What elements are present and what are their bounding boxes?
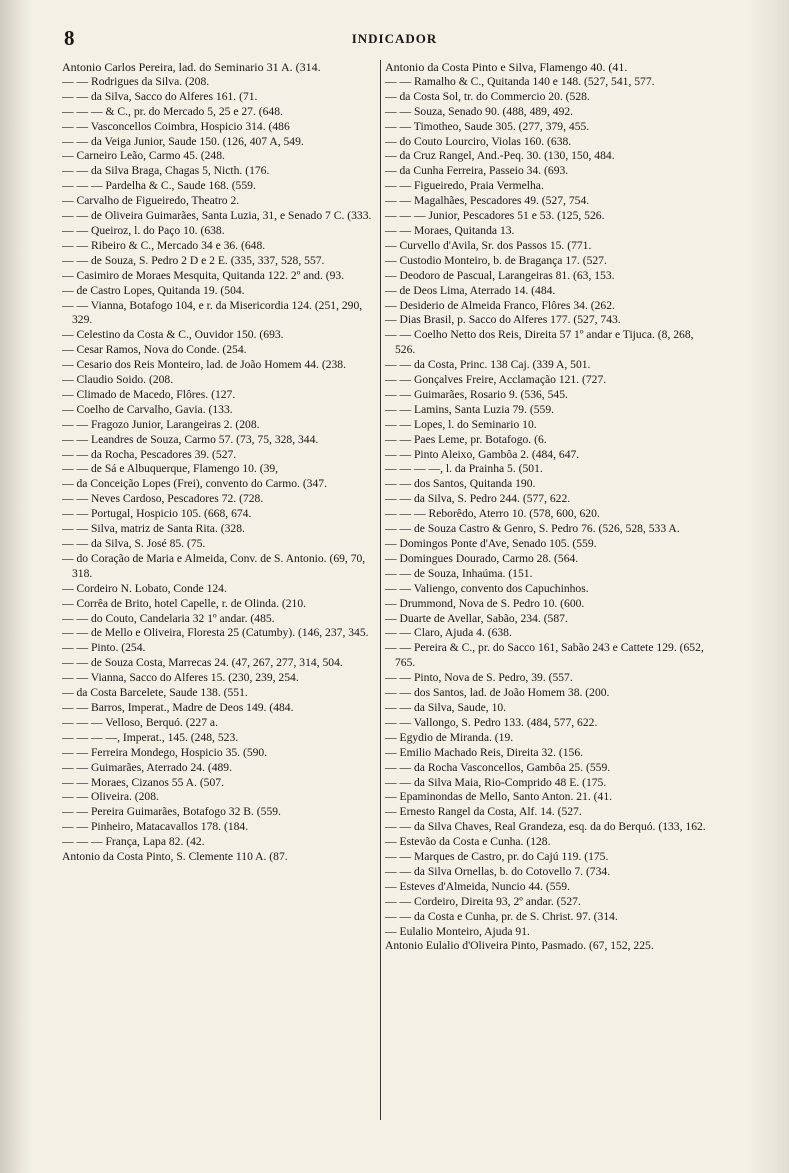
directory-entry: — Cordeiro N. Lobato, Conde 124. bbox=[62, 581, 227, 595]
directory-entry: — Cesar Ramos, Nova do Conde. (254. bbox=[62, 343, 247, 357]
directory-entry: — — Pinto, Nova de S. Pedro, 39. (557. bbox=[385, 671, 573, 685]
directory-entry: — — Vallongo, S. Pedro 133. (484, 577, 622. bbox=[385, 715, 598, 729]
left-column bbox=[62, 60, 380, 865]
directory-entry: — — Pinto Aleixo, Gambôa 2. (484, 647. bbox=[385, 447, 580, 461]
directory-entry: — — da Silva, S. José 85. (75. bbox=[62, 537, 206, 550]
directory-entry: — da Conceição Lopes (Frei), convento do Carmo. (347. bbox=[62, 477, 327, 491]
directory-entry: Antonio Eulalio d'Oliveira Pinto, Pasmado. (67, 152, 225. bbox=[385, 939, 654, 953]
directory-entry: — — Ribeiro & C., Mercado 34 e 36. (648. bbox=[62, 238, 266, 252]
directory-entry: — — de Souza Costa, Marrecas 24. (47, 267, 277, 314, 504. bbox=[62, 656, 343, 670]
directory-entry: — Epaminondas de Mello, Santo Anton. 21. (41. bbox=[385, 790, 613, 804]
directory-entry: — Desiderio de Almeida Franco, Flôres 34. (262. bbox=[385, 298, 615, 312]
directory-entry: — da Costa Sol, tr. do Commercio 20. (528. bbox=[385, 89, 590, 103]
directory-entry: — — Ferreira Mondego, Hospicio 35. (590. bbox=[62, 745, 268, 759]
directory-entry: — Corrêa de Brito, hotel Capelle, r. de Olinda. (210. bbox=[62, 596, 307, 610]
directory-entry: — Duarte de Avellar, Sabão, 234. (587. bbox=[385, 611, 568, 625]
directory-entry: — — Fragozo Junior, Larangeiras 2. (208. bbox=[62, 417, 260, 431]
directory-entry: — Drummond, Nova de S. Pedro 10. (600. bbox=[385, 596, 585, 610]
directory-entry: — — Lamins, Santa Luzia 79. (559. bbox=[385, 402, 555, 416]
directory-entry: — — Moraes, Quitanda 13. bbox=[385, 223, 515, 237]
directory-entry: — — do Couto, Candelaria 32 1º andar. (485. bbox=[62, 611, 275, 625]
directory-entry: — — Vianna, Sacco do Alferes 15. (230, 239, 254. bbox=[62, 671, 299, 685]
page-binding-shadow bbox=[0, 0, 32, 1173]
directory-entry: — Ernesto Rangel da Costa, Alf. 14. (527. bbox=[385, 805, 582, 819]
directory-entry: — da Costa Barcelete, Saude 138. (551. bbox=[62, 686, 248, 700]
directory-entry: — Esteves d'Almeida, Nuncio 44. (559. bbox=[385, 879, 570, 893]
directory-entry: — — da Silva Braga, Chagas 5, Nicth. (176. bbox=[62, 164, 270, 178]
page-edge-shadow bbox=[749, 0, 789, 1173]
directory-entry: — — — —, l. da Prainha 5. (501. bbox=[385, 462, 543, 476]
directory-entry: — — Vianna, Botafogo 104, e r. da Misericordia 124. (251, 290, 329. bbox=[62, 298, 363, 327]
directory-entry: — — Marques de Castro, pr. do Cajú 119. (175. bbox=[385, 850, 609, 864]
directory-entry: — — da Costa e Cunha, pr. de S. Christ. 97. (314. bbox=[385, 909, 618, 923]
right-column bbox=[385, 60, 707, 954]
directory-entry: — do Coração de Maria e Almeida, Conv. de S. Antonio. (69, 70, 318. bbox=[62, 551, 366, 580]
directory-entry: — da Cunha Ferreira, Passeio 34. (693. bbox=[385, 164, 569, 178]
directory-entry: — — da Silva Maia, Rio-Comprido 48 E. (175. bbox=[385, 775, 607, 789]
directory-entry: — — — Velloso, Berquó. (227 a. bbox=[62, 715, 218, 729]
directory-entry: — de Castro Lopes, Quitanda 19. (504. bbox=[62, 283, 245, 297]
directory-entry: — — de Souza Castro & Genro, S. Pedro 76. (526, 528, 533 A. bbox=[385, 522, 680, 536]
directory-entry: — — dos Santos, Quitanda 190. bbox=[385, 477, 536, 491]
directory-entry: — — Rodrigues da Silva. (208. bbox=[62, 74, 210, 88]
directory-entry: — de Deos Lima, Aterrado 14. (484. bbox=[385, 283, 556, 297]
directory-entry: — Egydio de Miranda. (19. bbox=[385, 730, 514, 744]
directory-entry: — — da Silva, S. Pedro 244. (577, 622. bbox=[385, 492, 571, 506]
directory-entry: — Curvello d'Avila, Sr. dos Passos 15. (771. bbox=[385, 238, 592, 252]
page-number: 8 bbox=[64, 26, 75, 50]
directory-entry: — — Cordeiro, Direita 93, 2º andar. (527. bbox=[385, 894, 581, 908]
directory-entry: — — dos Santos, lad. de João Homem 38. (200. bbox=[385, 686, 610, 700]
directory-entry: — — Claro, Ajuda 4. (638. bbox=[385, 626, 512, 640]
directory-entry: — — — Reborêdo, Aterro 10. (578, 600, 620. bbox=[385, 507, 600, 521]
directory-entry: — do Couto Lourciro, Violas 160. (638. bbox=[385, 134, 572, 148]
directory-entry: — Claudio Soido. (208. bbox=[62, 373, 174, 387]
directory-entry: — — da Silva Ornellas, b. do Cotovello 7. (734. bbox=[385, 864, 611, 878]
directory-entry: Antonio da Costa Pinto e Silva, Flamengo 40. (41. bbox=[385, 60, 628, 74]
directory-entry: — — de Souza, S. Pedro 2 D e 2 E. (335, 337, 528, 557. bbox=[62, 253, 325, 267]
directory-entry: — — da Silva, Sacco do Alferes 161. (71. bbox=[62, 89, 258, 103]
directory-entry: — — Souza, Senado 90. (488, 489, 492. bbox=[385, 104, 574, 118]
directory-entry: — — da Rocha Vasconcellos, Gambôa 25. (559. bbox=[385, 760, 611, 774]
directory-entry: — — Pinto. (254. bbox=[62, 641, 146, 655]
directory-entry: — — Neves Cardoso, Pescadores 72. (728. bbox=[62, 492, 264, 506]
directory-entry: — — Gonçalves Freire, Acclamação 121. (727. bbox=[385, 373, 607, 387]
directory-entry: — — Guimarães, Aterrado 24. (489. bbox=[62, 760, 232, 774]
directory-entry: — — de Sá e Albuquerque, Flamengo 10. (39, bbox=[62, 462, 279, 476]
directory-entry: — — Queiroz, l. do Paço 10. (638. bbox=[62, 223, 225, 237]
directory-entry: — — Lopes, l. do Seminario 10. bbox=[385, 417, 537, 431]
directory-entry: — — de Oliveira Guimarães, Santa Luzia, 31, e Senado 7 C. (333. bbox=[62, 209, 372, 223]
directory-entry: — — Barros, Imperat., Madre de Deos 149. (484. bbox=[62, 700, 294, 714]
directory-entry: — Cesario dos Reis Monteiro, lad. de João Homem 44. (238. bbox=[62, 358, 347, 372]
directory-entry: — Domingos Ponte d'Ave, Senado 105. (559. bbox=[385, 537, 597, 550]
directory-entry: — — Vasconcellos Coimbra, Hospicio 314. (486 bbox=[62, 119, 290, 133]
directory-entry: — — Paes Leme, pr. Botafogo. (6. bbox=[385, 432, 547, 446]
directory-entry: — — Moraes, Cizanos 55 A. (507. bbox=[62, 775, 224, 789]
directory-entry: — — da Silva, Saude, 10. bbox=[385, 700, 507, 714]
directory-entry: — — Ramalho & C., Quitanda 140 e 148. (527, 541, 577. bbox=[385, 74, 655, 88]
directory-entry: — Dias Brasil, p. Sacco do Alferes 177. (527, 743. bbox=[385, 313, 621, 327]
directory-entry: — — Coelho Netto dos Reis, Direita 57 1º andar e Tijuca. (8, 268, 526. bbox=[385, 328, 694, 357]
directory-entry: — Celestino da Costa & C., Ouvidor 150. (693. bbox=[62, 328, 284, 342]
directory-entry: — — Guimarães, Rosario 9. (536, 545. bbox=[385, 387, 568, 401]
directory-entry: — — Silva, matriz de Santa Rita. (328. bbox=[62, 522, 245, 536]
directory-entry: — — da Silva Chaves, Real Grandeza, esq. da do Berquó. (133, 162. bbox=[385, 820, 706, 834]
directory-entry: — — Portugal, Hospicio 105. (668, 674. bbox=[62, 507, 252, 521]
directory-entry: — Carvalho de Figueiredo, Theatro 2. bbox=[62, 194, 240, 208]
directory-entry: Antonio Carlos Pereira, lad. do Seminario 31 A. (314. bbox=[62, 60, 321, 74]
directory-entry: — — Figueiredo, Praia Vermelha. bbox=[385, 179, 544, 193]
directory-entry: — Deodoro de Pascual, Larangeiras 81. (63, 153. bbox=[385, 268, 615, 282]
directory-entry: — — da Rocha, Pescadores 39. (527. bbox=[62, 447, 237, 461]
directory-entry: — — Timotheo, Saude 305. (277, 379, 455. bbox=[385, 119, 590, 133]
directory-entry: — — — —, Imperat., 145. (248, 523. bbox=[62, 730, 239, 744]
directory-entry: — Domingues Dourado, Carmo 28. (564. bbox=[385, 551, 579, 565]
directory-entry: — Casimiro de Moraes Mesquita, Quitanda 122. 2º and. (93. bbox=[62, 268, 345, 282]
directory-entry: — — da Costa, Princ. 138 Caj. (339 A, 501. bbox=[385, 358, 591, 372]
directory-entry: — — de Souza, Inhaúma. (151. bbox=[385, 566, 533, 580]
directory-entry: — Eulalio Monteiro, Ajuda 91. bbox=[385, 924, 530, 938]
directory-entry: — — de Mello e Oliveira, Floresta 25 (Catumby). (146, 237, 345. bbox=[62, 626, 369, 640]
directory-entry: — — Magalhães, Pescadores 49. (527, 754. bbox=[385, 194, 590, 208]
directory-entry: — Custodio Monteiro, b. de Bragança 17. (527. bbox=[385, 253, 607, 267]
directory-entry: — — — & C., pr. do Mercado 5, 25 e 27. (648. bbox=[62, 104, 283, 118]
directory-entry: — Carneiro Leão, Carmo 45. (248. bbox=[62, 149, 225, 163]
directory-entry: — — Pereira & C., pr. do Sacco 161, Sabão 243 e Cattete 129. (652, 765. bbox=[385, 641, 704, 670]
directory-entry: — Coelho de Carvalho, Gavia. (133. bbox=[62, 402, 233, 416]
directory-entry: — — da Veiga Junior, Saude 150. (126, 407 A, 549. bbox=[62, 134, 304, 148]
directory-entry: — — Valiengo, convento dos Capuchinhos. bbox=[385, 581, 589, 595]
directory-entry: — Climado de Macedo, Flôres. (127. bbox=[62, 387, 236, 401]
directory-entry: — — Leandres de Souza, Carmo 57. (73, 75, 328, 344. bbox=[62, 432, 319, 446]
directory-entry: — — — França, Lapa 82. (42. bbox=[62, 835, 205, 849]
page-header bbox=[0, 26, 789, 48]
directory-entry: — Emilio Machado Reis, Direita 32. (156. bbox=[385, 745, 584, 759]
directory-entry: — — Pereira Guimarães, Botafogo 32 B. (559. bbox=[62, 805, 281, 819]
directory-entry: — — — Pardelha & C., Saude 168. (559. bbox=[62, 179, 256, 193]
directory-entry: — — Pinheiro, Matacavallos 178. (184. bbox=[62, 820, 249, 834]
directory-entry: — da Cruz Rangel, And.-Peq. 30. (130, 150, 484. bbox=[385, 149, 615, 163]
directory-entry: — — — Junior, Pescadores 51 e 53. (125, 526. bbox=[385, 209, 605, 223]
directory-entry: Antonio da Costa Pinto, S. Clemente 110 A. (87. bbox=[62, 850, 288, 864]
directory-entry: — — Oliveira. (208. bbox=[62, 790, 159, 804]
running-title: INDICADOR bbox=[351, 31, 438, 46]
directory-entry: — Estevão da Costa e Cunha. (128. bbox=[385, 835, 551, 849]
column-divider bbox=[380, 60, 381, 1120]
